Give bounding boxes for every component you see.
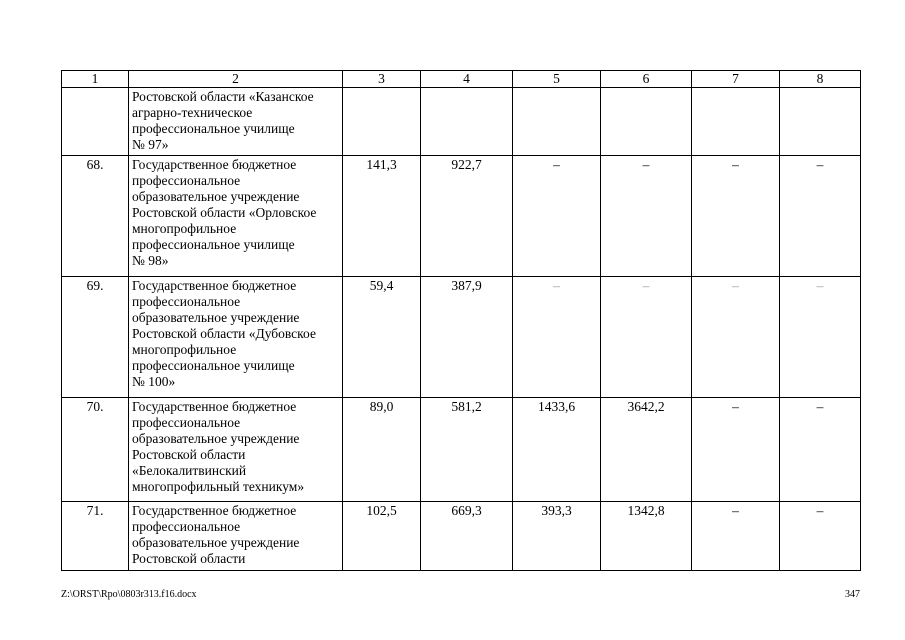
name-line: Ростовской области: [132, 551, 246, 566]
column-header: 8: [780, 71, 861, 88]
value-cell: –: [513, 156, 601, 277]
name-line: профессиональное: [132, 519, 241, 534]
value-cell: 387,9: [421, 277, 513, 398]
name-line: аграрно-техническое: [132, 105, 253, 120]
name-line: № 98»: [132, 253, 169, 268]
name-line: многопрофильное: [132, 342, 237, 357]
table-row: [62, 277, 861, 398]
value-cell: –: [780, 502, 861, 571]
column-header: 6: [601, 71, 692, 88]
name-line: профессиональное училище: [132, 121, 295, 136]
value-cell: –: [513, 277, 601, 398]
column-header: 7: [692, 71, 780, 88]
name-line: образовательное учреждение: [132, 535, 300, 550]
value-cell: 89,0: [343, 398, 421, 502]
row-number: 69.: [62, 277, 129, 398]
value-cell: –: [780, 398, 861, 502]
institution-name: [129, 277, 343, 398]
footer-page-number: 347: [845, 589, 860, 600]
column-header: 5: [513, 71, 601, 88]
name-line: образовательное учреждение: [132, 431, 300, 446]
table-row: [62, 502, 861, 571]
name-line: Ростовской области «Дубовское: [132, 326, 316, 341]
row-number: [62, 88, 129, 156]
value-cell: [343, 88, 421, 156]
name-line: профессиональное: [132, 294, 241, 309]
value-cell: 1342,8: [601, 502, 692, 571]
value-cell: [421, 88, 513, 156]
row-number: 68.: [62, 156, 129, 277]
value-cell: [692, 88, 780, 156]
value-cell: –: [692, 277, 780, 398]
name-line: Государственное бюджетное: [132, 399, 297, 414]
table-row: [62, 156, 861, 277]
column-header: 4: [421, 71, 513, 88]
name-line: № 97»: [132, 137, 169, 152]
value-cell: 581,2: [421, 398, 513, 502]
institution-name: [129, 88, 343, 156]
name-line: профессиональное: [132, 173, 241, 188]
value-cell: [601, 88, 692, 156]
value-cell: 3642,2: [601, 398, 692, 502]
row-number: 71.: [62, 502, 129, 571]
budget-table: [61, 70, 861, 571]
name-line: Государственное бюджетное: [132, 278, 297, 293]
name-line: Государственное бюджетное: [132, 503, 297, 518]
name-line: многопрофильный техникум»: [132, 479, 305, 494]
institution-name: [129, 502, 343, 571]
column-header: 3: [343, 71, 421, 88]
name-line: Государственное бюджетное: [132, 157, 297, 172]
value-cell: –: [692, 398, 780, 502]
value-cell: [780, 88, 861, 156]
value-cell: –: [692, 502, 780, 571]
value-cell: 141,3: [343, 156, 421, 277]
footer-file-path: Z:\ORST\Rpo\0803r313.f16.docx: [61, 589, 197, 600]
value-cell: 59,4: [343, 277, 421, 398]
value-cell: 102,5: [343, 502, 421, 571]
institution-name: [129, 156, 343, 277]
value-cell: 393,3: [513, 502, 601, 571]
name-line: Ростовской области «Казанское: [132, 89, 314, 104]
column-header: 2: [129, 71, 343, 88]
value-cell: –: [780, 277, 861, 398]
name-line: «Белокалитвинский: [132, 463, 247, 478]
table-row: [62, 88, 861, 156]
row-number: 70.: [62, 398, 129, 502]
institution-name: [129, 398, 343, 502]
table-row: [62, 398, 861, 502]
value-cell: [513, 88, 601, 156]
name-line: Ростовской области «Орловское: [132, 205, 317, 220]
name-line: профессиональное училище: [132, 358, 295, 373]
value-cell: –: [780, 156, 861, 277]
column-header: 1: [62, 71, 129, 88]
name-line: № 100»: [132, 374, 176, 389]
name-line: многопрофильное: [132, 221, 237, 236]
name-line: профессиональное: [132, 415, 241, 430]
name-line: образовательное учреждение: [132, 189, 300, 204]
value-cell: –: [692, 156, 780, 277]
header-row: [62, 71, 861, 88]
value-cell: 922,7: [421, 156, 513, 277]
value-cell: 1433,6: [513, 398, 601, 502]
value-cell: –: [601, 156, 692, 277]
value-cell: 669,3: [421, 502, 513, 571]
name-line: профессиональное училище: [132, 237, 295, 252]
value-cell: –: [601, 277, 692, 398]
name-line: образовательное учреждение: [132, 310, 300, 325]
name-line: Ростовской области: [132, 447, 246, 462]
